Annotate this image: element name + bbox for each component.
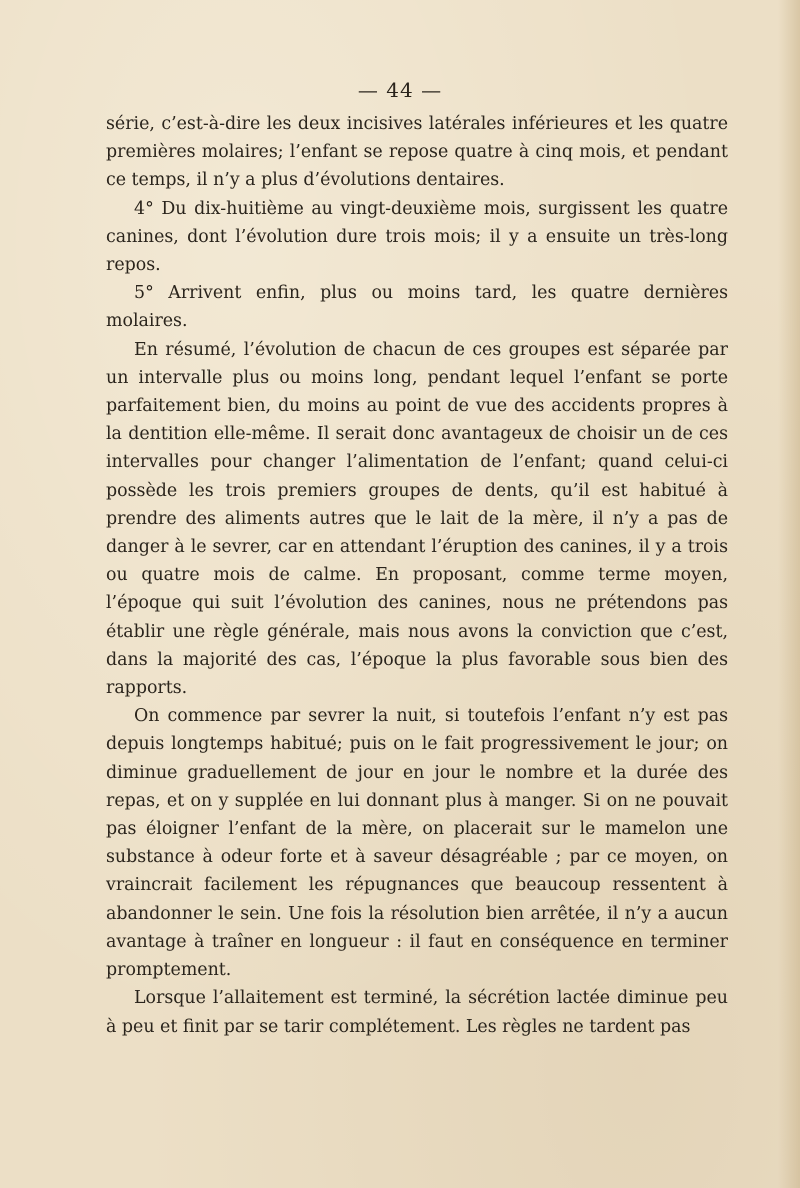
paragraph-continuation: série, c’est-à-dire les deux incisives latérales inférieures et les quatre premières molaires; l’enfant se repose quatre à cinq mois, et pendant ce temps, il n’y a plus d’évolutions dentaires.: [106, 114, 728, 191]
paragraph-item-4: 4° Du dix-huitième au vingt-deuxième mois, surgissent les quatre canines, dont l’évolution dure trois mois; il y a ensuite un très-long repos.: [106, 198, 728, 276]
page-number: — 44 —: [357, 78, 443, 102]
paragraph-weaning-method: On commence par sevrer la nuit, si toutefois l’enfant n’y est pas depuis longtemps habitué; puis on le fait progressivement le jour; on diminue graduellement de jour en jour le nombre et la durée des repas, et on y supplée en lui donnant plus à manger. Si on ne pouvait pas éloigner l’enfant de la mère, on placerait sur le mamelon une substance à odeur forte et à saveur désagréable ; par ce moyen, on vraincrait facilement les répugnances que beaucoup ressentent à abandonner le sein. Une fois la résolution bien arrêtée, il n’y a aucun avantage à traîner en longueur : il faut en conséquence en terminer promptement.: [106, 706, 728, 981]
paragraph-item-5: 5° Arrivent enfin, plus ou moins tard, les quatre dernières molaires.: [106, 283, 728, 332]
body-text: [106, 110, 728, 1041]
page-edge-shadow: [778, 0, 800, 1188]
paragraph-summary: En résumé, l’évolution de chacun de ces groupes est séparée par un intervalle plus ou moins long, pendant lequel l’enfant se porte parfaitement bien, du moins au point de vue des accidents propres à la dentition elle-même. Il serait donc avantageux de choisir un de ces intervalles pour changer l’alimentation de l’enfant; quand celui-ci possède les trois premiers groupes de dents, qu’il est habitué à prendre des aliments autres que le lait de la mère, il n’y a pas de danger à le sevrer, car en attendant l’éruption des canines, il y a trois ou quatre mois de calme. En proposant, comme terme moyen, l’époque qui suit l’évolution des canines, nous ne prétendons pas établir une règle générale, mais nous avons la conviction que c’est, dans la majorité des cas, l’époque la plus favorable sous bien des rapports.: [106, 339, 728, 699]
paragraph-after-weaning: Lorsque l’allaitement est terminé, la sécrétion lactée diminue peu à peu et finit par se tarir complétement. Les règles ne tardent pas: [106, 988, 728, 1037]
